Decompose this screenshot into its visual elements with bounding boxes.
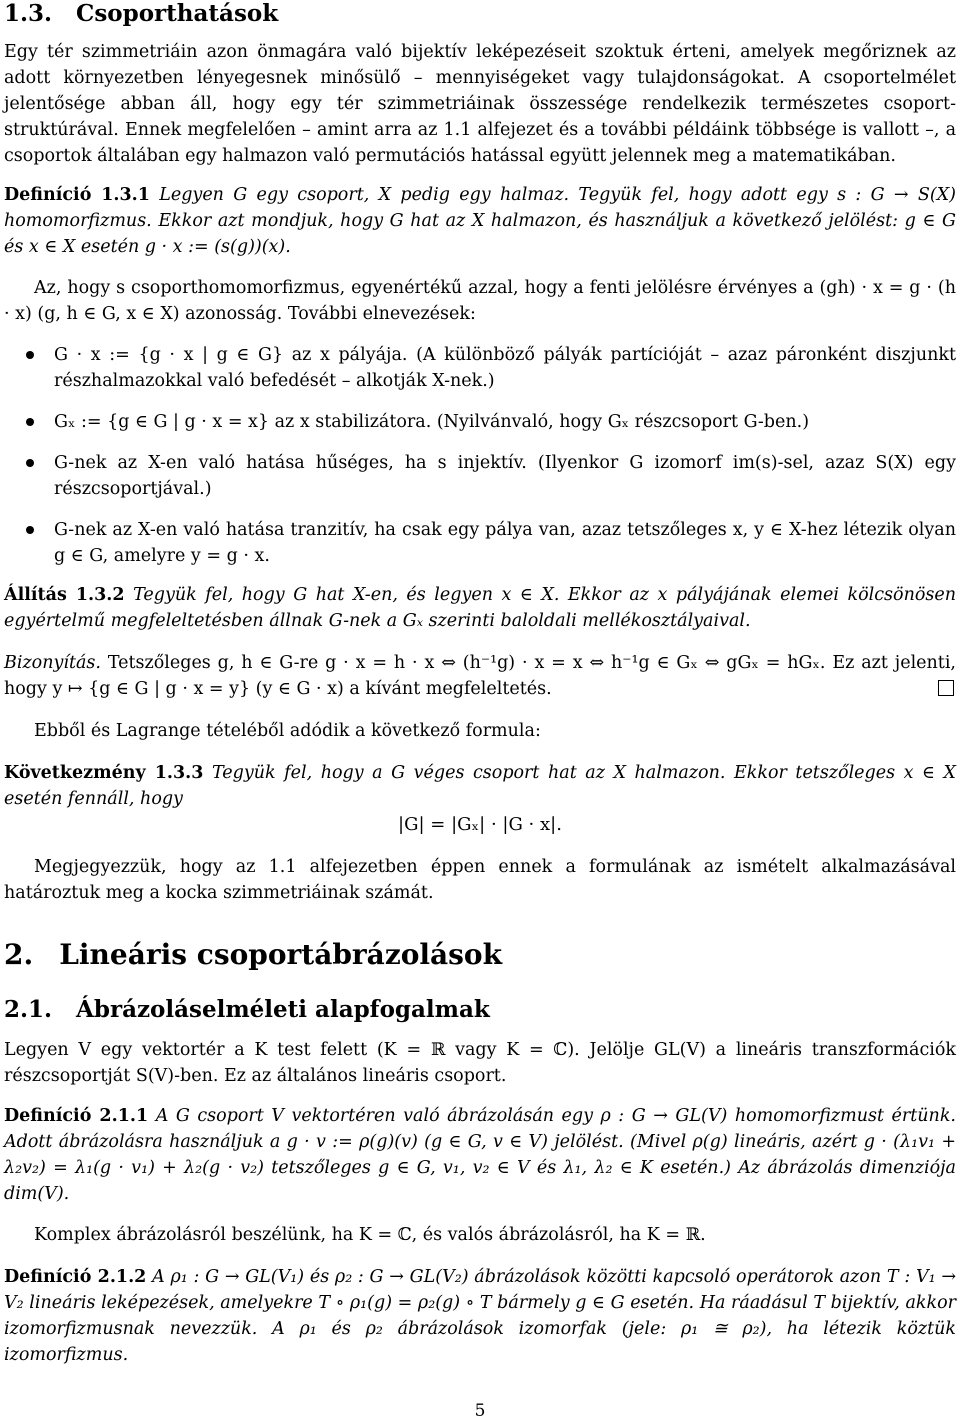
section-title: Csoporthatások — [76, 0, 279, 27]
proof — [4, 650, 956, 702]
section-number: 1.3. — [4, 0, 53, 27]
bullet-icon — [26, 351, 34, 359]
qed-square-icon — [938, 680, 954, 696]
chapter-heading-2 — [4, 938, 502, 972]
list-item-text: G · x := {g · x | g ∈ G} az x pályája. (A különböző pályák partícióját – azaz páronként diszjunkt részhalmazokkal való befedését – alkotják X-nek.) — [54, 345, 956, 391]
intro-paragraph: Egy tér szimmetriáin azon önmagára való bijektív leképezéseit szoktuk érteni, amelyek megőriznek az adott környezetben lényegesnek minősülő – mennyiségeket vagy tulajdonságokat. A csoportelmélet jelentősége abban áll, hogy egy tér szimmetriáinak összessége rendelkezik természetes csoport-struktúrával. Ennek megfelelően – amint arra az 1.1 alfejezet és a további példáink többsége is vallott –, a csoportok általában egy halmazon való permutációs hatással együtt jelennek meg a matematikában. — [4, 42, 956, 166]
proof-label: Bizonyítás. — [4, 653, 101, 673]
section-number: 2.1. — [4, 996, 53, 1023]
section-heading-2-1 — [4, 996, 490, 1024]
corollary-label: Következmény 1.3.3 — [4, 763, 204, 783]
paragraph-lagrange: Ebből és Lagrange tételéből adódik a következő formula: — [34, 721, 541, 741]
definition-label: Definíció 2.1.2 — [4, 1267, 147, 1287]
paragraph-homomorphism: Az, hogy s csoporthomomorfizmus, egyenértékű azzal, hogy a fenti jelölésre érvényes a (gh) · x = g · (h · x) (g, h ∈ G, x ∈ X) azonosság. További elnevezések: — [4, 278, 956, 324]
paragraph-complex-real: Komplex ábrázolásról beszélünk, ha K = ℂ, és valós ábrázolásról, ha K = ℝ. — [34, 1225, 706, 1245]
corollary-text: Tegyük fel, hogy a G véges csoport hat az X halmazon. Ekkor tetszőleges x ∈ X esetén fennáll, hogy — [4, 763, 956, 809]
bullet-list — [4, 342, 956, 569]
proof-text: Tetszőleges g, h ∈ G-re g · x = h · x ⇔ (h⁻¹g) · x = x ⇔ h⁻¹g ∈ Gₓ ⇔ gGₓ = hGₓ. Ez azt jelenti, hogy y ↦ {g ∈ G | g · x = y} (y ∈ G · x) a kívánt megfeleltetés. — [4, 653, 956, 699]
corollary-1-3-3 — [4, 760, 956, 812]
section-title: Ábrázoláselméleti alapfogalmak — [76, 996, 490, 1023]
definition-text: A G csoport V vektortéren való ábrázolásán egy ρ : G → GL(V) homomorfizmust értünk. Adott ábrázolásra használjuk a g · v := ρ(g)(v) (g ∈ G, v ∈ V) jelölést. (Mivel ρ(g) lineáris, azért g · (λ₁v₁ + λ₂v₂) = λ₁(g · v₁) + λ₂(g · v₂) tetszőleges g ∈ G, v₁, v₂ ∈ V és λ₁, λ₂ ∈ K esetén.) Az ábrázolás dimenziója dim(V). — [4, 1106, 956, 1204]
paragraph-cube: Megjegyezzük, hogy az 1.1 alfejezetben éppen ennek a formulának az ismételt alkalmazásával határoztuk meg a kocka szimmetriáinak számát. — [4, 857, 956, 903]
list-item-stabilizer — [4, 409, 956, 435]
list-item-transitive — [4, 517, 956, 569]
definition-label: Definíció 2.1.1 — [4, 1106, 149, 1126]
list-item-faithful — [4, 450, 956, 502]
page-number: 5 — [474, 1401, 486, 1421]
section-heading-1-3 — [4, 0, 278, 28]
bullet-icon — [26, 418, 34, 426]
chapter-number: 2. — [4, 938, 34, 971]
paragraph-general-linear-group: Legyen V egy vektortér a K test felett (K = ℝ vagy K = ℂ). Jelölje GL(V) a lineáris transzformációk részcsoportját S(V)-ben. Ez az általános lineáris csoport. — [4, 1040, 956, 1086]
claim-text: Tegyük fel, hogy G hat X-en, és legyen x ∈ X. Ekkor az x pályájának elemei kölcsönösen egyértelmű megfeleltetésben állnak G-nek a Gₓ szerinti baloldali mellékosztályaival. — [4, 585, 956, 631]
definition-1-3-1 — [4, 182, 956, 260]
list-item-text: G-nek az X-en való hatása hűséges, ha s injektív. (Ilyenkor G izomorf im(s)-sel, azaz S(X) egy részcsoportjával.) — [54, 453, 956, 499]
definition-2-1-1 — [4, 1103, 956, 1207]
list-item-text: G-nek az X-en való hatása tranzitív, ha csak egy pálya van, azaz tetszőleges x, y ∈ X-hez létezik olyan g ∈ G, amelyre y = g · x. — [54, 520, 956, 566]
bullet-icon — [26, 526, 34, 534]
definition-2-1-2 — [4, 1264, 956, 1368]
definition-label: Definíció 1.3.1 — [4, 185, 150, 205]
claim-label: Állítás 1.3.2 — [4, 585, 125, 605]
list-item-text: Gₓ := {g ∈ G | g · x = x} az x stabilizátora. (Nyilvánvaló, hogy Gₓ részcsoport G-ben.) — [54, 412, 810, 432]
definition-text: A ρ₁ : G → GL(V₁) és ρ₂ : G → GL(V₂) ábrázolások közötti kapcsoló operátorok azon T : V₁ → V₂ lineáris leképezések, amelyekre T ∘ ρ₁(g) = ρ₂(g) ∘ T bármely g ∈ G esetén. Ha ráadásul T bijektív, akkor izomorfizmusnak nevezzük. A ρ₁ és ρ₂ ábrázolások izomorfak (jele: ρ₁ ≅ ρ₂), ha létezik köztük izomorfizmus. — [4, 1267, 956, 1365]
claim-1-3-2 — [4, 582, 956, 634]
orbit-stabilizer-formula: |G| = |Gₓ| · |G · x|. — [398, 814, 562, 835]
definition-text: Legyen G egy csoport, X pedig egy halmaz. Tegyük fel, hogy adott egy s : G → S(X) homomorfizmus. Ekkor azt mondjuk, hogy G hat az X halmazon, és használjuk a következő jelölést: g ∈ G és x ∈ X esetén g · x := (s(g))(x). — [4, 185, 956, 257]
bullet-icon — [26, 459, 34, 467]
list-item-orbit — [4, 342, 956, 394]
chapter-title: Lineáris csoportábrázolások — [59, 938, 503, 971]
